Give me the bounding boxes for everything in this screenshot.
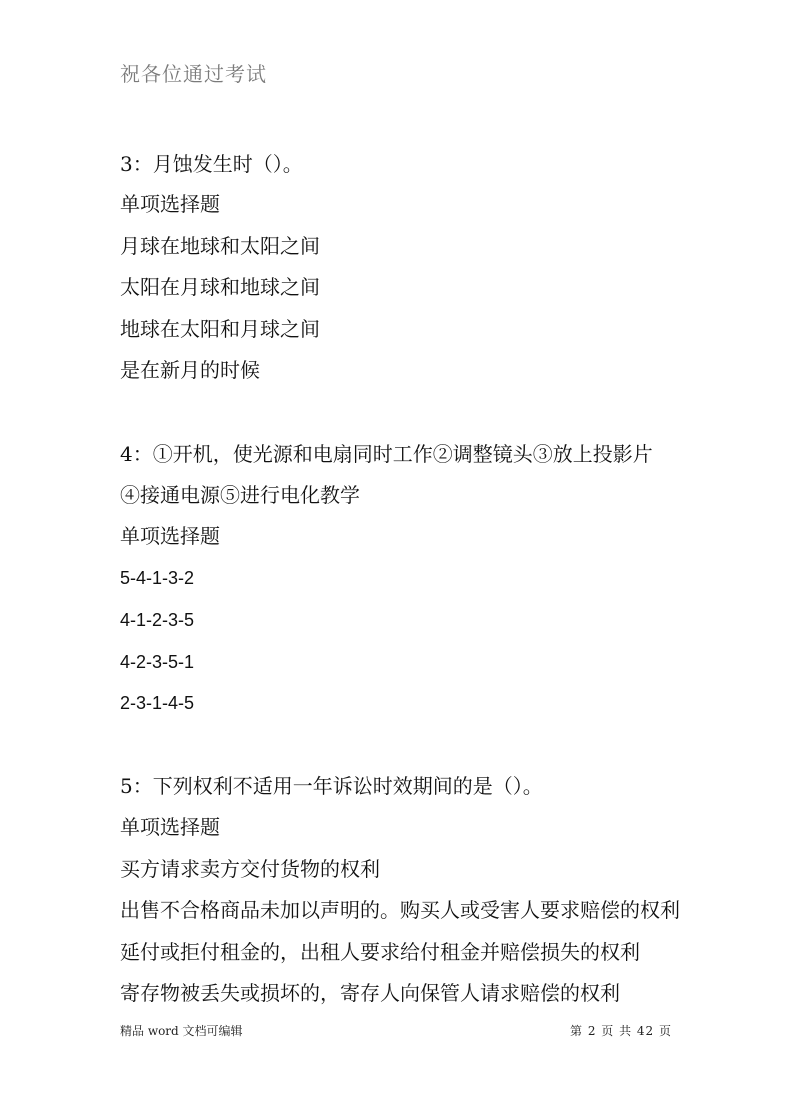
question-4-stem-line2: ④接通电源⑤进行电化教学 [120, 483, 360, 507]
question-5-option-a: 买方请求卖方交付货物的权利 [120, 857, 380, 881]
question-4-stem-line1: 4：①开机，使光源和电扇同时工作②调整镜头③放上投影片 [120, 442, 653, 466]
question-5-option-d: 寄存物被丢失或损坏的，寄存人向保管人请求赔偿的权利 [120, 981, 620, 1005]
page-header: 祝各位通过考试 [120, 62, 267, 86]
question-4-option-d: 2-3-1-4-5 [120, 693, 195, 713]
page-number: 第 2 页 共 42 页 [570, 1024, 672, 1038]
question-3-option-c: 地球在太阳和月球之间 [120, 317, 320, 341]
question-5-option-b: 出售不合格商品未加以声明的。购买人或受害人要求赔偿的权利 [120, 898, 680, 922]
question-3-option-b: 太阳在月球和地球之间 [120, 275, 320, 299]
question-3-option-a: 月球在地球和太阳之间 [120, 234, 320, 258]
question-3-option-d: 是在新月的时候 [120, 358, 260, 382]
question-5-option-c: 延付或拒付租金的，出租人要求给付租金并赔偿损失的权利 [120, 940, 640, 964]
question-4-option-b: 4-1-2-3-5 [120, 610, 195, 630]
question-4-type: 单项选择题 [120, 524, 220, 548]
question-5-type: 单项选择题 [120, 815, 220, 839]
question-4-option-c: 4-2-3-5-1 [120, 652, 195, 672]
question-5-stem: 5：下列权利不适用一年诉讼时效期间的是（）。 [120, 774, 543, 798]
question-3-type: 单项选择题 [120, 192, 220, 216]
question-3-stem: 3：月蚀发生时（）。 [120, 152, 303, 176]
question-4-option-a: 5-4-1-3-2 [120, 568, 195, 588]
footer-note: 精品 word 文档可编辑 [120, 1024, 243, 1038]
